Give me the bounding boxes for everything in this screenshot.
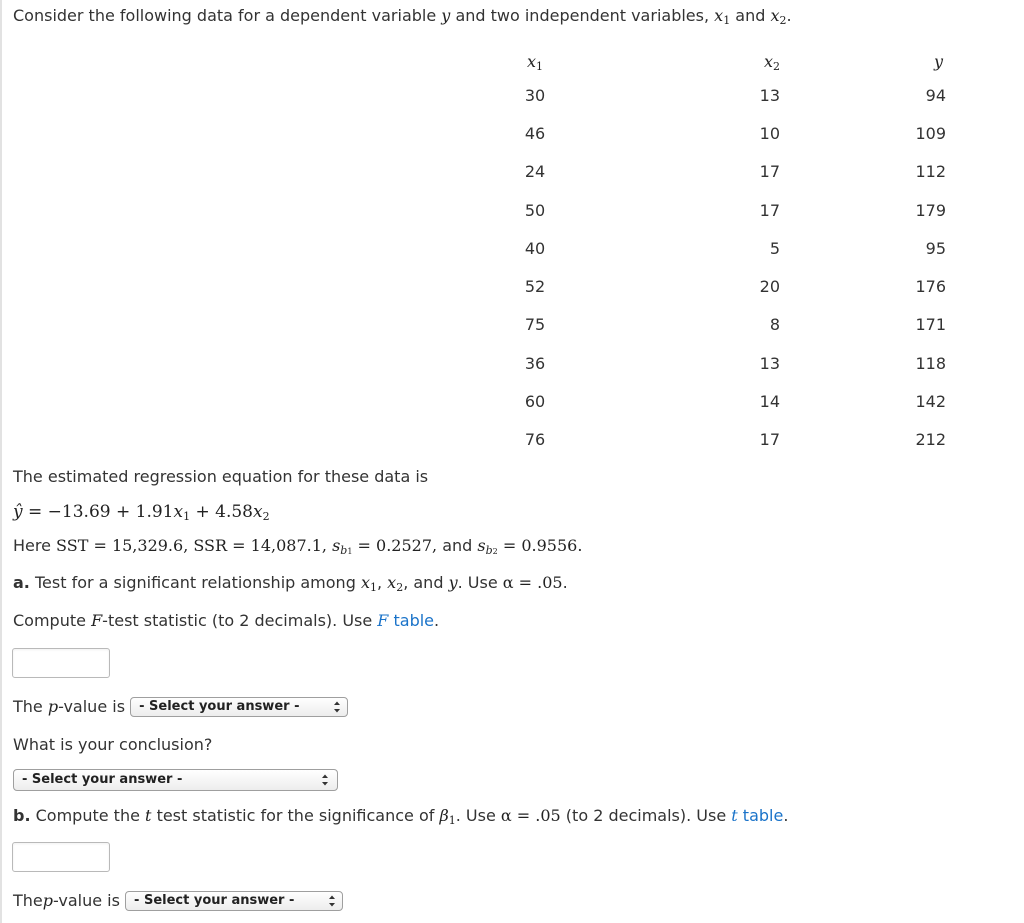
cell-x2: 14 xyxy=(759,392,780,412)
conclusion-select[interactable]: - Select your answer - xyxy=(13,769,338,791)
table-row xyxy=(480,306,946,344)
cell-y: 212 xyxy=(915,430,946,450)
header-x2: $x_2$ xyxy=(763,51,780,73)
cell-x1: 36 xyxy=(524,353,546,373)
cell-y: 112 xyxy=(915,162,946,182)
cell-x1: 30 xyxy=(524,85,546,105)
part-a-x2: $x_2$ xyxy=(387,573,404,594)
intro-middle: and two independent variables, xyxy=(455,6,710,25)
stats-line: Here SST = 15,329.6, SSR = 14,087.1, $s_{b1} = 0.2527$, and $s_{b2} = 0.9556$. xyxy=(13,536,583,557)
table-row xyxy=(480,344,946,382)
select-arrows-icon xyxy=(321,771,329,789)
cell-x2: 10 xyxy=(759,123,780,143)
left-border-rule xyxy=(0,0,2,923)
part-b-label: b. xyxy=(13,806,31,825)
select-arrows-icon xyxy=(328,892,336,910)
intro-prefix: Consider the following data for a dependent variable xyxy=(13,6,437,25)
cell-y: 179 xyxy=(915,200,946,220)
select-arrows-icon xyxy=(333,698,341,716)
intro-text: Consider the following data for a dependent variable y and two independent variables, $x_1$ and $x_2$. xyxy=(13,6,792,27)
cell-x2: 17 xyxy=(759,430,780,450)
equation-lead: The estimated regression equation for these data is xyxy=(13,467,429,486)
table-row xyxy=(480,421,946,459)
part-b-pvalue-row: Thep-value is - Select your answer - xyxy=(13,891,343,912)
table-row xyxy=(480,382,946,420)
var-x2: $x_2$ xyxy=(770,6,787,27)
conclusion-question: What is your conclusion? xyxy=(13,735,213,754)
f-statistic-input[interactable] xyxy=(12,648,110,678)
table-row xyxy=(480,267,946,305)
cell-x1: 75 xyxy=(524,315,546,335)
t-table-link[interactable]: t table xyxy=(731,806,784,825)
part-a-pvalue-row: The p-value is - Select your answer - xyxy=(13,697,348,718)
part-a-question: a. Test for a significant relationship among $x_1$, $x_2$, and y. Use α = .05. xyxy=(13,573,568,594)
cell-x2: 13 xyxy=(759,85,780,105)
header-y: y xyxy=(933,51,943,71)
cell-y: 94 xyxy=(925,85,946,105)
table-row xyxy=(480,114,946,152)
table-header-row xyxy=(480,46,946,76)
part-a-x1: $x_1$ xyxy=(360,573,377,594)
s-b1: $s_{b1}$ xyxy=(332,536,353,557)
cell-x1: 50 xyxy=(524,200,546,220)
cell-y: 171 xyxy=(915,315,946,335)
table-row xyxy=(480,229,946,267)
beta-1: $\beta_1$ xyxy=(439,806,456,827)
table-row xyxy=(480,153,946,191)
intro-and: and xyxy=(735,6,766,25)
part-a-pvalue-select[interactable]: - Select your answer - xyxy=(130,697,348,717)
cell-x1: 76 xyxy=(524,430,546,450)
cell-x1: 52 xyxy=(524,277,546,297)
cell-x2: 20 xyxy=(759,277,780,297)
cell-y: 142 xyxy=(915,392,946,412)
cell-x2: 8 xyxy=(769,315,780,335)
part-b-question: b. Compute the t test statistic for the significance of $\beta_1$. Use α = .05 (to 2 decimals). Use t table. xyxy=(13,806,789,827)
regression-equation: ŷ = $-13.69 + 1.91x_1 + 4.58x_2$ xyxy=(13,502,270,523)
cell-y: 176 xyxy=(915,277,946,297)
part-a-label: a. xyxy=(13,573,30,592)
data-table xyxy=(480,46,946,459)
part-b-pvalue-select[interactable]: - Select your answer - xyxy=(125,891,343,911)
cell-x1: 40 xyxy=(524,238,546,258)
compute-f-instruction: Compute F-test statistic (to 2 decimals). Use F table. xyxy=(13,611,440,630)
var-y: y xyxy=(441,6,451,25)
cell-x2: 17 xyxy=(759,162,780,182)
table-row xyxy=(480,191,946,229)
cell-x2: 13 xyxy=(759,353,780,373)
cell-x2: 5 xyxy=(769,238,780,258)
cell-x1: 60 xyxy=(524,392,546,412)
header-x1: $x_1$ xyxy=(526,51,544,73)
cell-y: 95 xyxy=(925,238,946,258)
f-table-link[interactable]: F table xyxy=(377,611,435,630)
cell-x1: 46 xyxy=(524,123,546,143)
table-row xyxy=(480,76,946,114)
t-statistic-input[interactable] xyxy=(12,842,110,872)
var-x1: $x_1$ xyxy=(714,6,731,27)
cell-y: 109 xyxy=(915,123,946,143)
cell-x2: 17 xyxy=(759,200,780,220)
cell-y: 118 xyxy=(915,353,946,373)
cell-x1: 24 xyxy=(524,162,546,182)
s-b2: $s_{b2}$ xyxy=(477,536,498,557)
